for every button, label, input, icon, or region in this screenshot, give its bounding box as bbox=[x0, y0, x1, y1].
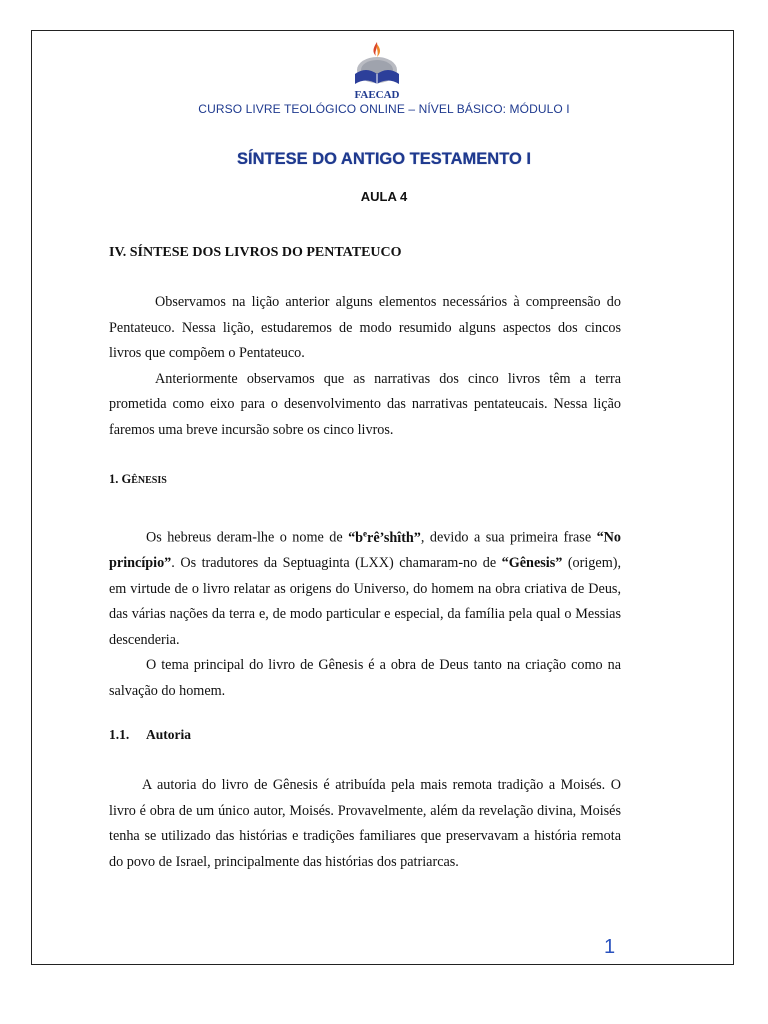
genesis-paragraph-2: O tema principal do livro de Gênesis é a obra de Deus tanto na criação como na salvação do homem. bbox=[109, 657, 621, 699]
intro-text bbox=[109, 290, 621, 443]
authorship-text bbox=[109, 773, 621, 875]
svg-text:FAECAD: FAECAD bbox=[354, 89, 400, 101]
document-title: SÍNTESE DO ANTIGO TESTAMENTO I bbox=[237, 150, 531, 168]
lesson-label: AULA 4 bbox=[360, 189, 408, 204]
faecad-logo bbox=[343, 40, 411, 102]
greek-name: “Gênesis” bbox=[501, 555, 563, 572]
hebrew-name: “$b^erê’shîth$” bbox=[348, 528, 421, 546]
genesis-heading: 1. GÊNESIS bbox=[109, 472, 167, 486]
page-number: 1 bbox=[604, 936, 616, 958]
section-heading: IV. SÍNTESE DOS LIVROS DO PENTATEUCO bbox=[109, 245, 402, 260]
first-phrase: “No princípio” bbox=[109, 529, 621, 572]
intro-paragraph-2: Anteriormente observamos que as narrativas dos cinco livros têm a terra prometida como eixo para o desenvolvimento das narrativas pentateucais. Nessa lição faremos uma breve incursão sobre os cinco livros. bbox=[109, 370, 621, 438]
intro-paragraph-1: Observamos na lição anterior alguns elementos necessários à compreensão do Pentateuco. Nessa lição, estudaremos de modo resumido alguns aspectos dos cincos livros que compõem o Pentateuco. bbox=[109, 294, 621, 361]
authorship-paragraph: A autoria do livro de Gênesis é atribuída pela mais remota tradição a Moisés. O livro é obra de um único autor, Moisés. Provavelmente, além da revelação divina, Moisés tenha se utilizado das histórias e tradições familiares que preservavam a história remota do povo de Israel, principalmente das histórias dos patriarcas. bbox=[109, 777, 621, 870]
genesis-text bbox=[109, 521, 621, 704]
faecad-logo-graphic bbox=[343, 40, 411, 102]
genesis-paragraph-1: Os hebreus deram-lhe o nome de “$b^erê’shîth$”, devido a sua primeira frase “No princípio”. Os tradutores da Septuaginta (LXX) chamaram-no de “Gênesis” (origem), em virtude de o livro relatar as origens do Universo, do homem na obra criativa de Deus, das várias nações da terra e, de modo particular e especial, da família pela qual o Messias descenderia. bbox=[109, 528, 622, 648]
authorship-heading: 1.1. Autoria bbox=[109, 727, 191, 742]
course-header: CURSO LIVRE TEOLÓGICO ONLINE – NÍVEL BÁSICO: MÓDULO I bbox=[198, 102, 570, 116]
